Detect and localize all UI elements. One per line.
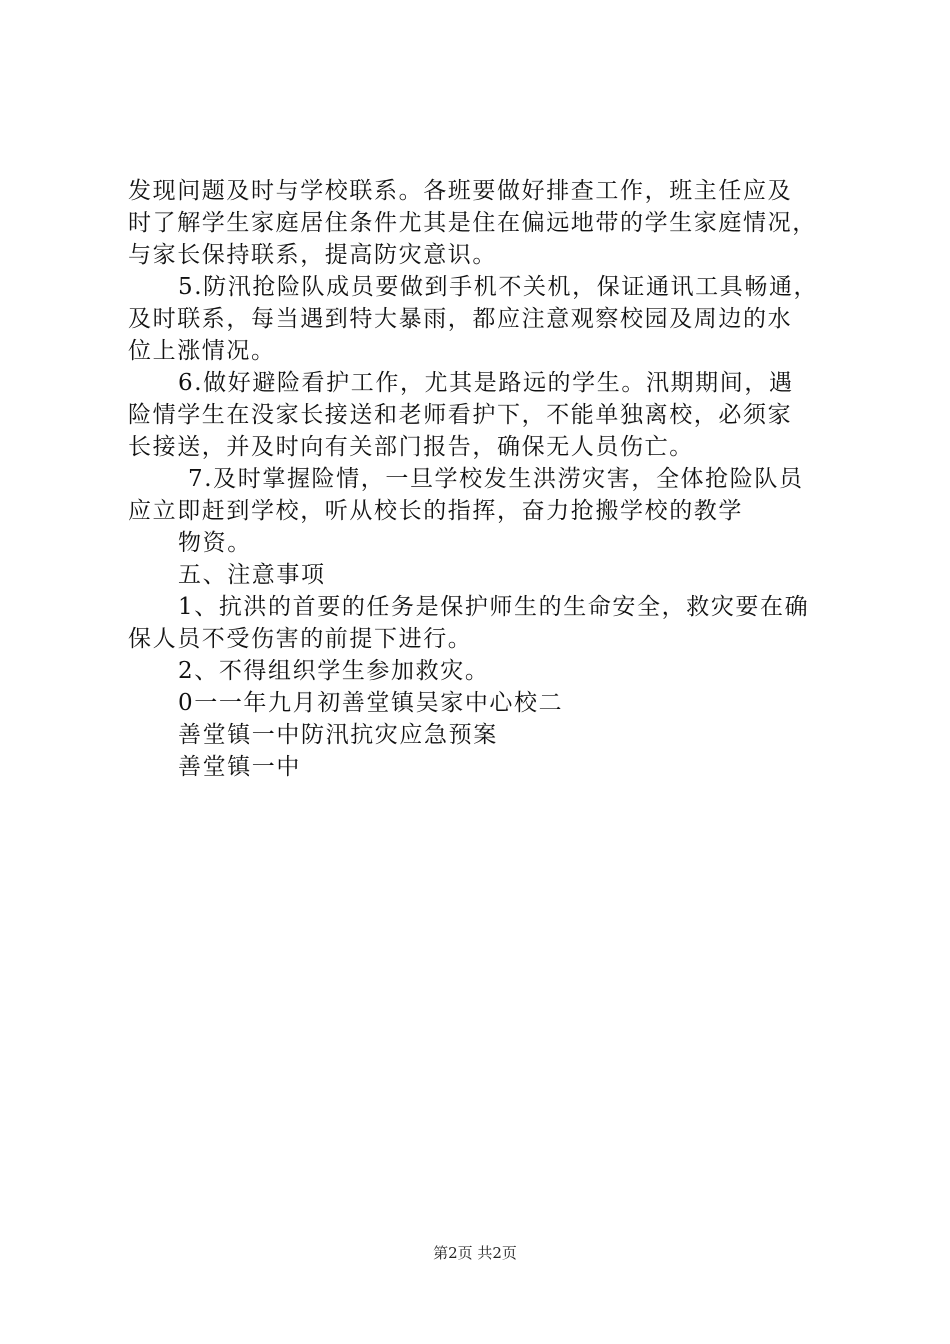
text-line: 7.及时掌握险情，一旦学校发生洪涝灾害，全体抢险队员 — [188, 466, 804, 492]
organization-line: 善堂镇一中 — [178, 754, 301, 780]
text-line: 长接送，并及时向有关部门报告，确保无人员伤亡。 — [128, 434, 694, 460]
document-title-line: 善堂镇一中防汛抗灾应急预案 — [178, 722, 498, 748]
date-line: 0一一年九月初善堂镇吴家中心校二 — [178, 690, 564, 716]
text-line: 5.防汛抢险队成员要做到手机不关机，保证通讯工具畅通， — [178, 274, 819, 300]
text-line: 与家长保持联系，提高防灾意识。 — [128, 242, 497, 268]
text-line: 6.做好避险看护工作，尤其是路远的学生。汛期期间，遇 — [178, 370, 794, 396]
text-line: 物资。 — [178, 530, 252, 556]
page-footer — [0, 1243, 950, 1263]
text-line: 及时联系，每当遇到特大暴雨，都应注意观察校园及周边的水 — [128, 306, 793, 332]
text-line: 保人员不受伤害的前提下进行。 — [128, 626, 473, 652]
section-heading: 五、注意事项 — [178, 562, 326, 588]
page-number-label: 第2页 共2页 — [433, 1244, 517, 1262]
text-line: 应立即赶到学校，听从校长的指挥，奋力抢搬学校的教学 — [128, 498, 743, 524]
text-line: 2、不得组织学生参加救灾。 — [178, 658, 490, 684]
text-line: 位上涨情况。 — [128, 338, 276, 364]
text-line: 发现问题及时与学校联系。各班要做好排查工作，班主任应及 — [128, 178, 793, 204]
text-line: 时了解学生家庭居住条件尤其是住在偏远地带的学生家庭情况， — [128, 210, 817, 236]
text-line: 险情学生在没家长接送和老师看护下，不能单独离校，必须家 — [128, 402, 793, 428]
text-line: 1、抗洪的首要的任务是保护师生的生命安全，救灾要在确 — [178, 594, 810, 620]
